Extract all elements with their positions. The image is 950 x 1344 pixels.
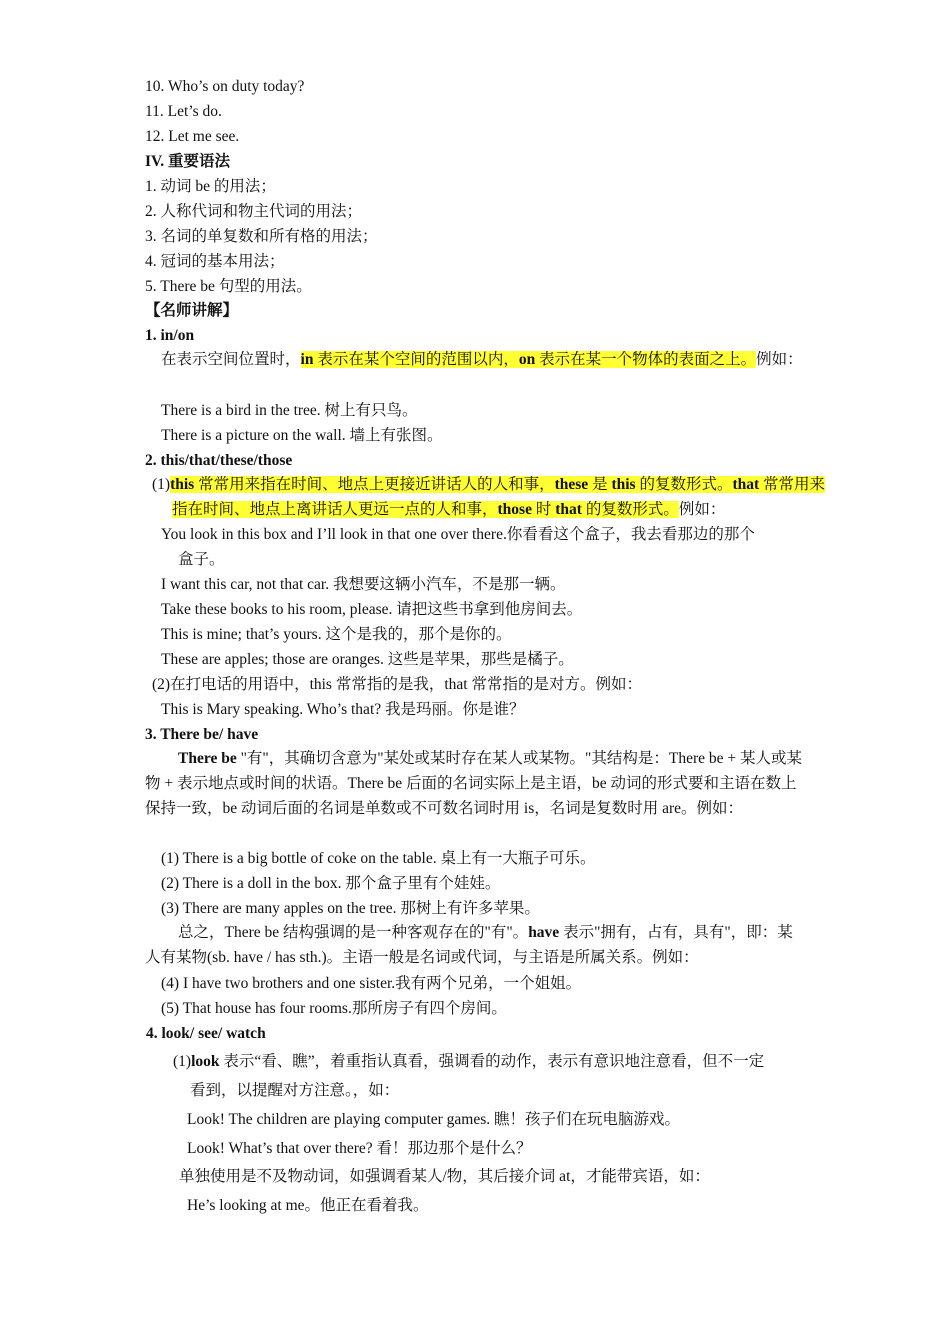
section-2-example-cont: 盒子。	[178, 551, 225, 568]
section-2-example: This is mine; that’s yours. 这个是我的，那个是你的。	[161, 626, 512, 643]
grammar-item: 3. 名词的单复数和所有格的用法；	[145, 228, 378, 245]
section-3-heading: 3. There be/ have	[145, 726, 259, 743]
section-3-example: (2) There is a doll in the box. 那个盒子里有个娃娃。	[161, 875, 501, 892]
grammar-heading: IV. 重要语法	[145, 153, 230, 170]
section-2-example: You look in this box and I’ll look in that one over there.你看看这个盒子，我去看那边的那个	[161, 526, 755, 543]
section-3-example: (4) I have two brothers and one sister.我有两个兄弟，一个姐姐。	[161, 975, 582, 992]
section-2-paragraph-2: (2)在打电话的用语中，this 常常指的是我，that 常常指的是对方。例如：	[152, 676, 642, 693]
section-1-heading: 1. in/on	[145, 327, 195, 344]
section-4-heading: 4. look/ see/ watch	[146, 1025, 266, 1042]
section-4-example: He’s looking at me。他正在看着我。	[187, 1197, 429, 1214]
section-4-paragraph-1-cont: 看到，以提醒对方注意。，如：	[190, 1082, 400, 1099]
section-2-heading: 2. this/that/these/those	[145, 452, 293, 469]
section-3-paragraph-2: 总之，There be 结构强调的是一种客观存在的"有"。have 表示"拥有，占有，具有"，即：某人有某物(sb. have / has sth.)。主语一般是名词或代词，与主语是所属关系。例如：	[145, 924, 793, 966]
grammar-item: 5. There be 句型的用法。	[145, 278, 312, 295]
section-2-example: This is Mary speaking. Who’s that? 我是玛丽。你是谁？	[161, 701, 525, 718]
section-4-note: 单独使用是不及物动词，如强调看某人/物，其后接介词 at，才能带宾语，如：	[179, 1168, 710, 1185]
grammar-item: 1. 动词 be 的用法；	[145, 178, 276, 195]
section-2-example: Take these books to his room, please. 请把这些书拿到他房间去。	[161, 601, 583, 618]
section-1-example: There is a picture on the wall. 墙上有张图。	[161, 427, 443, 444]
section-3-example: (1) There is a big bottle of coke on the table. 桌上有一大瓶子可乐。	[161, 850, 596, 867]
section-4-example: Look! What’s that over there? 看！那边那个是什么？	[187, 1140, 532, 1157]
section-3-example: (5) That house has four rooms.那所房子有四个房间。	[161, 1000, 507, 1017]
grammar-item: 4. 冠词的基本用法；	[145, 253, 285, 270]
phrase-12: 12. Let me see.	[145, 128, 240, 145]
section-1-paragraph: 在表示空间位置时，in 表示在某个空间的范围以内，on 表示在某一个物体的表面之上。例如：	[161, 351, 803, 368]
section-4-paragraph-1: (1)look 表示“看、瞧”，着重指认真看，强调看的动作，表示有意识地注意看，但不一定	[173, 1053, 765, 1070]
grammar-item: 2. 人称代词和物主代词的用法；	[145, 203, 363, 220]
phrase-10: 10. Who’s on duty today?	[145, 78, 305, 95]
section-3-example: (3) There are many apples on the tree. 那树上有许多苹果。	[161, 900, 540, 917]
section-2-example: I want this car, not that car. 我想要这辆小汽车，不是那一辆。	[161, 576, 566, 593]
section-3-paragraph-1: There be "有"，其确切含意为"某处或某时存在某人或某物。"其结构是：There be + 某人或某物 + 表示地点或时间的状语。There be 后面的名词实际上是主语，be 动词的形式要和主语在数上保持一致，be 动词后面的名词是单数或不可数名词时用 is，名词是复数时用 are。例如：	[145, 750, 803, 817]
lecture-heading: 【名师讲解】	[145, 302, 239, 319]
section-1-example: There is a bird in the tree. 树上有只鸟。	[161, 402, 418, 419]
section-4-example: Look! The children are playing computer games. 瞧！孩子们在玩电脑游戏。	[187, 1111, 681, 1128]
section-2-paragraph-1: (1)this 常常用来指在时间、地点上更接近讲话人的人和事，these 是 this 的复数形式。that 常常用来指在时间、地点上离讲话人更远一点的人和事，those 时 that 的复数形式。例如：	[152, 476, 826, 518]
section-2-example: These are apples; those are oranges. 这些是苹果，那些是橘子。	[161, 651, 574, 668]
phrase-11: 11. Let’s do.	[145, 103, 222, 120]
